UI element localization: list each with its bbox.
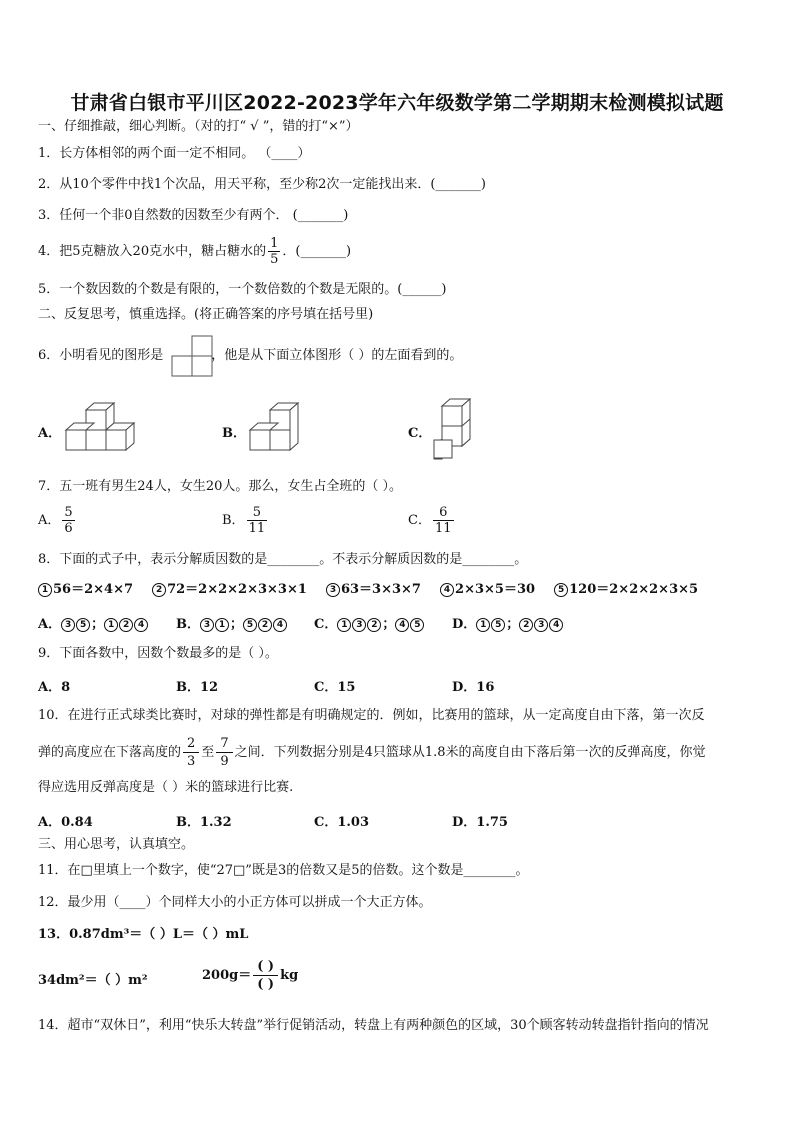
circled-number: 1: [38, 583, 52, 597]
circled-number: 5: [76, 618, 90, 632]
q9-option-c[interactable]: C．15: [314, 680, 356, 695]
fraction: [183, 735, 199, 770]
question-11: 11．在□里填上一个数字，使“27□”既是3的倍数又是5的倍数。这个数是________。: [38, 863, 529, 878]
page-title: 甘肃省白银市平川区2022-2023学年六年级数学第二学期期末检测模拟试题: [70, 92, 724, 114]
q6-option-a-cubes: [60, 400, 140, 462]
q10-option-c[interactable]: C．1.03: [314, 815, 370, 830]
circled-number: 5: [410, 618, 424, 632]
left-view-figure: [170, 334, 216, 380]
option-label: C．: [408, 513, 431, 528]
question-4: [38, 236, 351, 267]
question-3: 3．任何一个非0自然数的因数至少有两个． (_______): [38, 208, 349, 223]
option-label: C．: [314, 617, 338, 632]
option-label: B．: [222, 513, 245, 528]
q8-expression-2: [152, 582, 307, 597]
fraction-numerator: 1: [270, 236, 279, 251]
question-13-part-b: [202, 958, 298, 993]
expression-text: 56＝2×4×7: [53, 582, 134, 597]
q8-option-c[interactable]: C． 1 3 2 ； 4 5: [314, 613, 425, 632]
circled-number: 4: [395, 618, 409, 632]
q9-option-a[interactable]: A．8: [38, 680, 71, 695]
q10-option-b[interactable]: B．1.32: [176, 815, 232, 830]
fraction-numerator: 6: [433, 505, 454, 521]
circled-number: 2: [258, 618, 272, 632]
option-label: A．: [38, 513, 61, 528]
question-13-line-1: 13．0.87dm³＝（ ）L＝（ ）mL: [38, 927, 249, 942]
q6-option-b-label[interactable]: B．: [222, 426, 246, 441]
circled-number: 1: [215, 618, 229, 632]
circled-number: 5: [491, 618, 505, 632]
question-12: 12．最少用（____）个同样大小的小正方体可以拼成一个大正方体。: [38, 895, 432, 910]
expression-text: 63＝3×3×7: [340, 582, 421, 597]
fraction: [62, 505, 74, 536]
question-5: 5．一个数因数的个数是有限的，一个数倍数的个数是无限的。(______): [38, 282, 447, 297]
fraction: [247, 505, 268, 536]
fraction: [433, 505, 454, 536]
fraction-numerator: ( ): [253, 958, 278, 976]
circled-number: 4: [440, 583, 454, 597]
question-10-line-1: 10．在进行正式球类比赛时，对球的弹性都是有明确规定的．例如，比赛用的篮球，从一定高度自由下落，第一次反: [38, 708, 705, 723]
question-2: 2．从10个零件中找1个次品，用天平称，至少称2次一定能找出来．(_______): [38, 177, 486, 192]
circled-number: 2: [519, 618, 533, 632]
fraction-denominator: ( ): [257, 977, 275, 992]
q8-expression-4: [440, 582, 535, 597]
question-10-text: 至: [201, 745, 215, 760]
circled-number: 5: [243, 618, 257, 632]
fraction-numerator: 2: [183, 735, 199, 753]
fraction: [216, 735, 232, 770]
option-label: A．: [38, 617, 62, 632]
question-13-text: 200g＝: [202, 968, 252, 983]
question-6-text: 6．小明看见的图形是: [38, 348, 164, 363]
circled-number: 1: [104, 618, 118, 632]
circled-number: 1: [476, 618, 490, 632]
question-1: 1．长方体相邻的两个面一定不相同。 （____）: [38, 146, 311, 161]
circled-number: 4: [134, 618, 148, 632]
expression-text: 2×3×5＝30: [455, 582, 536, 597]
circled-number: 1: [337, 618, 351, 632]
fraction-numerator: 7: [216, 735, 232, 753]
circled-number: 4: [273, 618, 287, 632]
question-10-line-3: 得应选用反弹高度是（ ）米的篮球进行比赛.: [38, 780, 294, 795]
circled-number: 2: [367, 618, 381, 632]
fraction: [253, 958, 278, 993]
question-6: [38, 347, 462, 365]
section-1-heading: 一、仔细推敲，细心判断。（对的打“ √ ”，错的打“×”）: [38, 119, 359, 134]
circled-number: 3: [200, 618, 214, 632]
expression-text: 72＝2×2×2×3×3×1: [167, 582, 307, 597]
question-10-text: 弹的高度应在下落高度的: [38, 745, 182, 760]
fraction-denominator: 11: [434, 521, 452, 536]
option-label: B．: [176, 617, 200, 632]
q8-option-a[interactable]: A． 3 5 ； 1 2 4: [38, 613, 149, 632]
q8-expressions: [38, 581, 698, 599]
fraction-denominator: 3: [187, 754, 196, 769]
q6-option-c-cubes: [430, 396, 480, 466]
q7-option-c[interactable]: [408, 505, 456, 536]
fraction-denominator: 9: [220, 754, 229, 769]
circled-number: 3: [61, 618, 75, 632]
question-4-text: 4．把5克糖放入20克水中，糖占糖水的: [38, 244, 267, 259]
question-8: 8．下面的式子中，表示分解质因数的是________。不表示分解质因数的是________。: [38, 552, 528, 567]
question-7: 7．五一班有男生24人，女生20人。那么，女生占全班的（ ）。: [38, 479, 402, 494]
q10-option-d[interactable]: D．1.75: [452, 815, 508, 830]
fraction-denominator: 11: [248, 521, 266, 536]
q6-option-c-label[interactable]: C．: [408, 426, 432, 441]
q7-option-a[interactable]: [38, 505, 77, 536]
fraction-numerator: 5: [247, 505, 268, 521]
q8-expression-3: [326, 582, 421, 597]
circled-number: 3: [534, 618, 548, 632]
q8-option-b[interactable]: B． 3 1 ； 5 2 4: [176, 613, 288, 632]
circled-number: 4: [549, 618, 563, 632]
circled-number: 2: [152, 583, 166, 597]
question-10-line-2: [38, 735, 706, 770]
q8-expression-1: [38, 582, 133, 597]
question-6-text-end: ，他是从下面立体图形（ ）的左面看到的。: [211, 348, 463, 363]
q9-option-d[interactable]: D．16: [452, 680, 495, 695]
q6-option-b-cubes: [244, 400, 304, 462]
section-2-heading: 二、反复思考，慎重选择。(将正确答案的序号填在括号里): [38, 307, 374, 322]
question-4-blank: ．(_______): [282, 244, 352, 259]
q9-option-b[interactable]: B．12: [176, 680, 219, 695]
circled-number: 3: [352, 618, 366, 632]
question-14: 14．超市“双休日”，利用“快乐大转盘”举行促销活动，转盘上有两种颜色的区域，30个顾客转动转盘指针指向的情况: [38, 1018, 709, 1033]
circled-number: 2: [119, 618, 133, 632]
fraction: [268, 236, 280, 267]
expression-text: 120＝2×2×2×3×5: [569, 582, 699, 597]
fraction-numerator: 5: [64, 505, 73, 520]
fraction-denominator: 6: [64, 521, 73, 536]
circled-number: 5: [554, 583, 568, 597]
fraction-denominator: 5: [270, 252, 279, 267]
question-9: 9．下面各数中，因数个数最多的是（ ）。: [38, 646, 278, 661]
circled-number: 3: [326, 583, 340, 597]
option-label: D．: [452, 617, 477, 632]
question-10-text: 之间．下列数据分别是4只篮球从1.8米的高度自由下落后第一次的反弹高度，你觉: [234, 745, 706, 760]
section-3-heading: 三、用心思考，认真填空。: [38, 837, 195, 852]
question-13-unit: kg: [280, 968, 299, 983]
q7-option-b[interactable]: [222, 505, 269, 536]
q6-option-a-label[interactable]: A．: [38, 426, 62, 441]
q10-option-a[interactable]: A．0.84: [38, 815, 93, 830]
question-13-part-a: 34dm²＝（ ）m²: [38, 973, 148, 988]
q8-option-d[interactable]: D． 1 5 ； 2 3 4: [452, 613, 564, 632]
q8-expression-5: [554, 582, 698, 597]
